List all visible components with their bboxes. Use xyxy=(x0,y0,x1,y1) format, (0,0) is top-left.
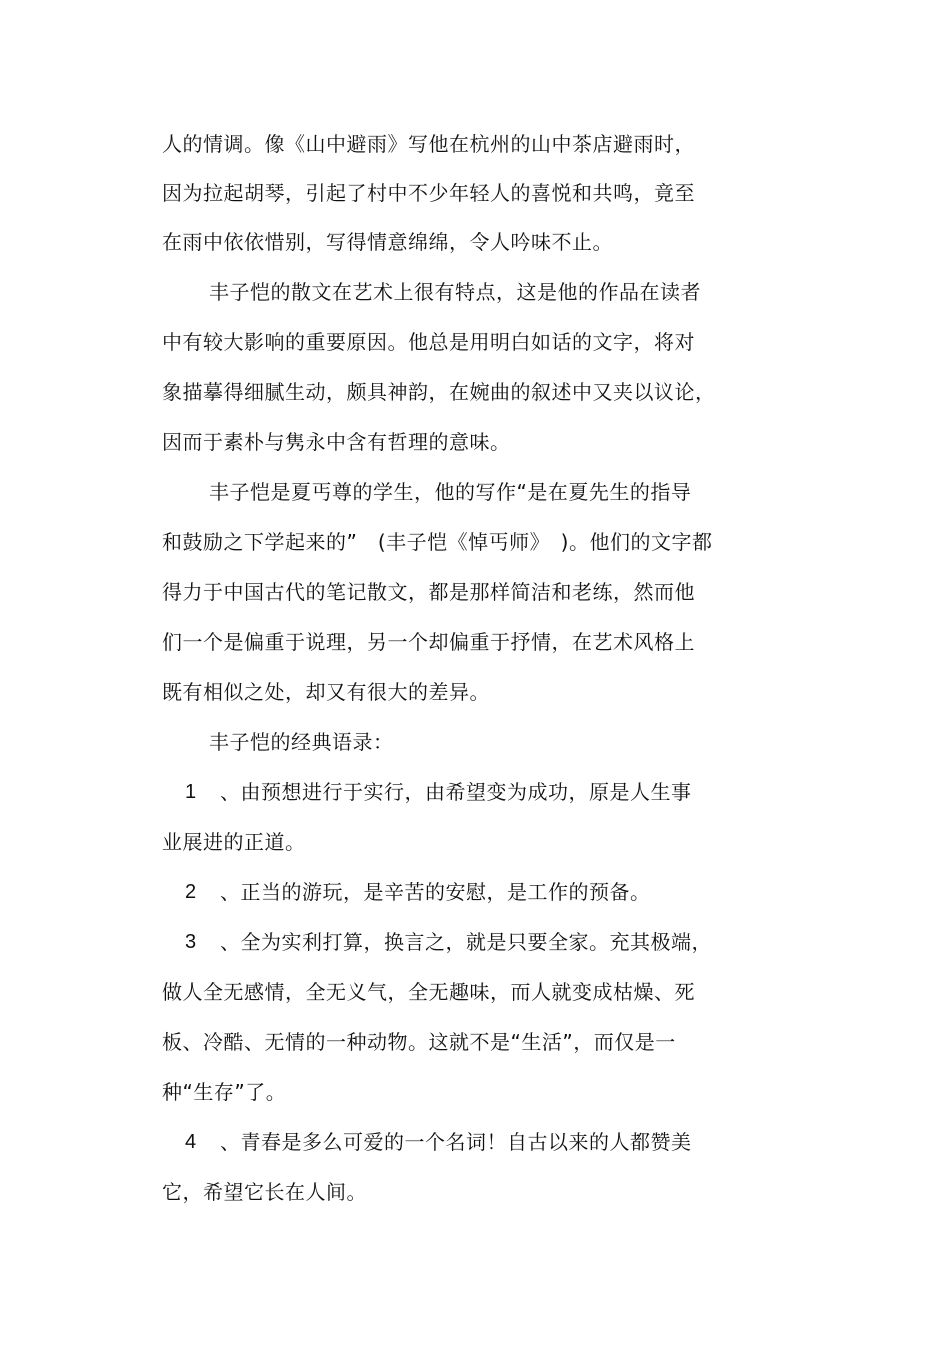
paragraph-2-line-4: 因而于素朴与隽永中含有哲理的意味。 xyxy=(162,430,511,454)
quote-4-number: 4 xyxy=(185,1131,197,1153)
quote-3-line-2: 做人全无感情，全无义气，全无趣味，而人就变成枯燥、死 xyxy=(162,980,695,1004)
paragraph-3-line-1: 丰子恺是夏丐尊的学生，他的写作“是在夏先生的指导 xyxy=(209,480,692,504)
paragraph-2-line-1: 丰子恺的散文在艺术上很有特点，这是他的作品在读者 xyxy=(209,280,701,304)
quote-3-line-1: 、全为实利打算，换言之，就是只要全家。充其极端， xyxy=(220,930,712,954)
paragraph-1-line-3: 在雨中依依惜别，写得情意绵绵，令人吟味不止。 xyxy=(162,230,613,254)
quote-3-number: 3 xyxy=(185,931,197,953)
quote-4-line-1: 、青春是多么可爱的一个名词！自古以来的人都赞美 xyxy=(220,1130,692,1154)
quote-1-line-1: 、由预想进行于实行，由希望变为成功，原是人生事 xyxy=(220,780,692,804)
quote-3-line-4: 种“生存”了。 xyxy=(162,1080,287,1104)
paragraph-3-line-5: 既有相似之处，却又有很大的差异。 xyxy=(162,680,490,704)
paragraph-3-line-2: 和鼓励之下学起来的” (丰子恺《悼丐师》 )。他们的文字都 xyxy=(162,530,713,554)
paragraph-1-line-2: 因为拉起胡琴，引起了村中不少年轻人的喜悦和共鸣，竟至 xyxy=(162,181,695,205)
paragraph-2-line-3: 象描摹得细腻生动，颇具神韵，在婉曲的叙述中又夹以议论， xyxy=(162,380,716,404)
quotes-heading: 丰子恺的经典语录： xyxy=(209,730,394,754)
quote-1-number: 1 xyxy=(185,781,197,803)
quote-4-line-2: 它，希望它长在人间。 xyxy=(162,1180,367,1204)
quote-2-line-1: 、正当的游玩，是辛苦的安慰，是工作的预备。 xyxy=(220,880,651,904)
paragraph-3-line-3: 得力于中国古代的笔记散文，都是那样简洁和老练，然而他 xyxy=(162,580,695,604)
paragraph-2-line-2: 中有较大影响的重要原因。他总是用明白如话的文字，将对 xyxy=(162,330,695,354)
paragraph-3-line-4: 们一个是偏重于说理，另一个却偏重于抒情，在艺术风格上 xyxy=(162,630,695,654)
quote-1-line-2: 业展进的正道。 xyxy=(162,830,306,854)
quote-2-number: 2 xyxy=(185,881,197,903)
paragraph-1-line-1: 人的情调。像《山中避雨》写他在杭州的山中茶店避雨时， xyxy=(162,132,695,156)
quote-3-line-3: 板、冷酷、无情的一种动物。这就不是“生活”，而仅是一 xyxy=(162,1030,676,1054)
